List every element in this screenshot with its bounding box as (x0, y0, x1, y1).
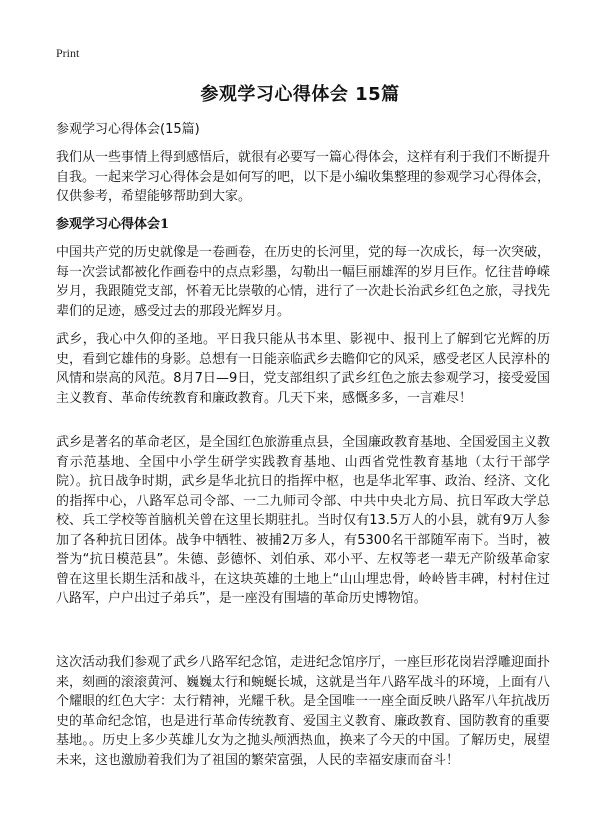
body-paragraph-1: 中国共产党的历史就像是一卷画卷，在历史的长河里，党的每一次成长，每一次突破，每一次尝试都被化作画卷中的点点彩墨，勾勒出一幅巨丽雄浑的岁月巨作。忆往昔峥嵘岁月，我跟随党支部，怀着无比崇敬的心情，进行了一次赴长治武乡红色之旅，寻找先辈们的足迹，感受过去的那段光辉岁月。 (56, 245, 551, 319)
document-subtitle: 参观学习心得体会(15篇) (56, 122, 200, 137)
body-paragraph-2: 武乡，我心中久仰的圣地。平日我只能从书本里、影视中、报刊上了解到它光辉的历史，看到它雄伟的身影。总想有一日能亲临武乡去瞻仰它的风采，感受老区人民淳朴的风情和崇高的风范。8月7日—9日，党支部组织了武乡红色之旅去参观学习，接受爱国主义教育、革命传统教育和廉政教育。几天下来，感慨多多，一言难尽！ (56, 332, 551, 406)
print-link[interactable]: Print (56, 46, 80, 60)
body-paragraph-3: 武乡是著名的革命老区，是全国红色旅游重点县，全国廉政教育基地、全国爱国主义教育示范基地、全国中小学生研学实践教育基地、山西省党性教育基地（太行干部学院）。抗日战争时期，武乡是华北抗日的指挥中枢，也是华北军事、政治、经济、文化的指挥中心，八路军总司令部、一二九师司令部、中共中央北方局、抗日军政大学总校、兵工学校等首脑机关曾在这里长期驻扎。当时仅有13.5万人的小县，就有9万人参加了各种抗日团体。战争中牺牲、被捕2万多人，有5300名干部随军南下。当时，被誉为“抗日模范县”。朱德、彭德怀、刘伯承、邓小平、左权等老一辈无产阶级革命家曾在这里长期生活和战斗，在这块英雄的土地上“山山埋忠骨，岭岭皆丰碑，村村住过八路军，户户出过子弟兵”，是一座没有围墙的革命历史博物馆。 (56, 435, 551, 606)
document-title: 参观学习心得体会 15篇 (200, 84, 400, 105)
intro-paragraph: 我们从一些事情上得到感悟后，就很有必要写一篇心得体会，这样有利于我们不断提升自我。一起来学习心得体会是如何写的吧，以下是小编收集整理的参观学习心得体会，仅供参考，希望能够帮助到大家。 (56, 150, 551, 204)
section-heading: 参观学习心得体会1 (56, 217, 170, 232)
body-paragraph-4: 这次活动我们参观了武乡八路军纪念馆，走进纪念馆序厅，一座巨形花岗岩浮雕迎面扑来，刻画的滚滚黄河、巍巍太行和蜿蜒长城，这就是当年八路军战斗的环境，上面有八个耀眼的红色大字：太行精神，光耀千秋。是全国唯一一座全面反映八路军八年抗战历史的革命纪念馆，也是进行革命传统教育、爱国主义教育、廉政教育、国防教育的重要基地。。历史上多少英雄儿女为之抛头颅洒热血，换来了今天的中国。了解历史，展望未来，这也激励着我们为了祖国的繁荣富强，人民的幸福安康而奋斗！ (56, 655, 551, 768)
